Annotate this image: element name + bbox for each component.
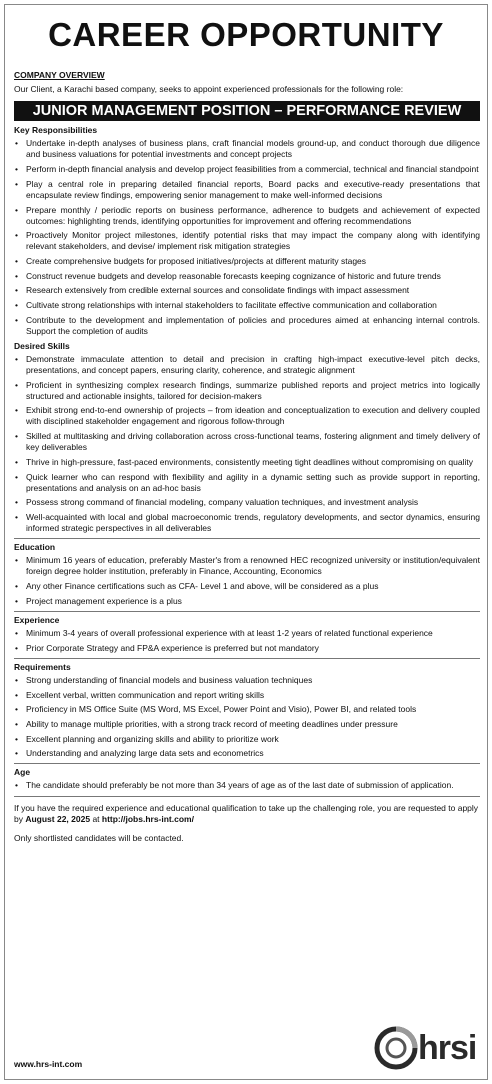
- divider: [14, 796, 480, 797]
- list-item: [14, 581, 480, 592]
- list-item: [14, 719, 480, 730]
- list-item-text: Quick learner who can respond with flexibility and agility in a dynamic setting such as provide support in reporting, presentations and analysis on an ad-hoc basis: [26, 471, 480, 493]
- list-item-text: Cultivate strong relationships with internal stakeholders to facilitate effective communication and collaboration: [26, 300, 437, 311]
- list-item: [14, 675, 480, 686]
- bullet-icon: •: [15, 627, 18, 638]
- list-item: [14, 285, 480, 296]
- overview-text: Our Client, a Karachi based company, seeks to appoint experienced professionals for the following role:: [14, 84, 404, 95]
- list-item: [14, 315, 480, 337]
- list-item-text: Prepare monthly / periodic reports on business performance, adherence to budgets and achievement of expected outcomes: highlighting trends, identifying opportunities for improvement and offering recommendations: [26, 204, 480, 226]
- list-item: [14, 380, 480, 402]
- overview-heading: COMPANY OVERVIEW: [14, 70, 105, 80]
- bullet-icon: •: [15, 230, 18, 241]
- list-item-text: Well-acquainted with local and global macroeconomic trends, regulatory developments, and sector dynamics, ensuring informed strategic perspectives in all deliverables: [26, 512, 480, 534]
- list-item-text: Ability to manage multiple priorities, with a strong track record of meeting deadlines under pressure: [26, 718, 398, 729]
- divider: [14, 763, 480, 764]
- experience-list: [14, 628, 480, 654]
- list-item-text: Possess strong command of financial modeling, company valuation techniques, and investment analysis: [26, 497, 419, 508]
- list-item-text: Excellent planning and organizing skills and ability to prioritize work: [26, 733, 279, 744]
- experience-heading: Experience: [14, 614, 60, 625]
- bullet-icon: •: [15, 780, 18, 791]
- hrsi-logo: [374, 1026, 484, 1074]
- list-item: [14, 300, 480, 311]
- website-link[interactable]: www.hrs-int.com: [14, 1059, 83, 1069]
- bullet-icon: •: [15, 674, 18, 685]
- list-item-text: Excellent verbal, written communication and report writing skills: [26, 689, 265, 700]
- responsibilities-list: [14, 138, 480, 337]
- bullet-icon: •: [15, 178, 18, 189]
- list-item: [14, 734, 480, 745]
- list-item: [14, 164, 480, 175]
- list-item: [14, 271, 480, 282]
- apply-text: If you have the required experience and educational qualification to take up the challenging role, you are requested to apply by: [14, 802, 479, 824]
- list-item: [14, 780, 480, 791]
- list-item-text: Project management experience is a plus: [26, 595, 182, 606]
- bullet-icon: •: [15, 353, 18, 364]
- list-item-text: Demonstrate immaculate attention to detail and precision in crafting high-impact executive-level pitch decks, presentations, and concept papers, ensuring clarity, coherence, and strategic alignment: [26, 353, 480, 375]
- apply-at: at: [90, 813, 102, 824]
- bullet-icon: •: [15, 689, 18, 700]
- age-heading: Age: [14, 767, 31, 778]
- bullet-icon: •: [15, 270, 18, 281]
- list-item-text: Exhibit strong end-to-end ownership of projects – from ideation and conceptualization to execution and delivery coupled with disciplined stakeholder engagement and rigorous follow-through: [26, 405, 480, 427]
- bullet-icon: •: [15, 405, 18, 416]
- list-item: [14, 457, 480, 468]
- list-item: [14, 230, 480, 252]
- closing-section: [14, 803, 480, 844]
- bullet-icon: •: [15, 512, 18, 522]
- bullet-icon: •: [15, 748, 18, 759]
- list-item-text: The candidate should preferably be not more than 34 years of age as of the last date of submission of application.: [26, 780, 454, 791]
- list-item-text: Prior Corporate Strategy and FP&A experience is preferred but not mandatory: [26, 642, 319, 653]
- education-list: [14, 555, 480, 607]
- list-item: [14, 179, 480, 201]
- list-item-text: Proactively Monitor project milestones, identify potential risks that may impact the company along with identifying relevant stakeholders, and devise/ implement risk mitigation strategies: [26, 230, 480, 252]
- requirements-list: [14, 675, 480, 760]
- apply-deadline: August 22, 2025: [25, 813, 91, 824]
- bullet-icon: •: [15, 164, 18, 175]
- list-item-text: Contribute to the development and implementation of policies and procedures aimed at enhancing internal controls. Support the completion of audits: [26, 314, 480, 336]
- bullet-icon: •: [15, 555, 18, 566]
- bullet-icon: •: [15, 718, 18, 729]
- bullet-icon: •: [15, 497, 18, 508]
- apply-instructions: [14, 803, 480, 825]
- bullet-icon: •: [15, 642, 18, 653]
- list-item-text: Play a central role in preparing detailed financial reports, Board packs and executive-ready presentations that encapsulate review findings, empowering senior management to make well-informed decisions: [26, 178, 480, 200]
- bullet-icon: •: [15, 431, 18, 442]
- list-item: [14, 138, 480, 160]
- list-item: [14, 405, 480, 427]
- list-item: [14, 628, 480, 639]
- list-item-text: Skilled at multitasking and driving collaboration across cross-functional teams, fostering alignment and timely delivery of key deliverables: [26, 431, 480, 453]
- list-item-text: Undertake in-depth analyses of business plans, craft financial models ground-up, and conduct thorough due diligence and business valuations for potential investments and concept projects: [26, 138, 480, 160]
- bullet-icon: •: [15, 138, 18, 149]
- list-item-text: Strong understanding of financial models and business valuation techniques: [26, 674, 313, 685]
- skills-list: [14, 354, 480, 534]
- list-item-text: Thrive in high-pressure, fast-paced environments, consistently meeting tight deadlines without compromising on quality: [26, 456, 473, 467]
- bullet-icon: •: [15, 256, 18, 267]
- list-item: [14, 497, 480, 508]
- list-item: [14, 555, 480, 577]
- list-item: [14, 643, 480, 654]
- list-item: [14, 748, 480, 759]
- list-item-text: Construct revenue budgets and develop reasonable forecasts keeping cognizance of historic and future trends: [26, 270, 441, 281]
- divider: [14, 538, 480, 539]
- list-item-text: Proficiency in MS Office Suite (MS Word, MS Excel, Power Point and Visio), Power BI, and related tools: [26, 704, 417, 715]
- bullet-icon: •: [15, 581, 18, 592]
- divider: [14, 658, 480, 659]
- job-ad-body: [14, 70, 480, 852]
- list-item-text: Perform in-depth financial analysis and develop project feasibilities from a commercial, technical and financial standpoint: [26, 164, 479, 175]
- list-item: [14, 596, 480, 607]
- list-item: [14, 354, 480, 376]
- list-item: [14, 704, 480, 715]
- list-item-text: Proficient in synthesizing complex research findings, summarize published reports and project metrics into logically structured and actionable insights, tailored for decision-makers: [26, 379, 480, 401]
- list-item-text: Minimum 16 years of education, preferably Master's from a renowned HEC recognized university or institution/equivalent foreign degree holder institution, preferably in Finance, Accounting, Economics: [26, 555, 480, 577]
- bullet-icon: •: [15, 471, 18, 482]
- list-item-text: Understanding and analyzing large data sets and econometrics: [26, 748, 264, 759]
- list-item-text: Create comprehensive budgets for proposed initiatives/projects at different maturity stages: [26, 256, 367, 267]
- list-item-text: Minimum 3-4 years of overall professional experience with at least 1-2 years of related functional experience: [26, 627, 433, 638]
- education-heading: Education: [14, 542, 56, 553]
- bullet-icon: •: [15, 456, 18, 467]
- bullet-icon: •: [15, 314, 18, 325]
- list-item-text: Any other Finance certifications such as CFA- Level 1 and above, will be considered as a plus: [26, 581, 379, 592]
- bullet-icon: •: [15, 285, 18, 296]
- bullet-icon: •: [15, 595, 18, 606]
- logo-mark-icon: [374, 1026, 418, 1070]
- list-item-text: Research extensively from credible external sources and consolidate findings with impact assessment: [26, 285, 410, 296]
- skills-heading: Desired Skills: [14, 340, 70, 351]
- list-item: [14, 431, 480, 453]
- bullet-icon: •: [15, 204, 18, 215]
- list-item: [14, 690, 480, 701]
- position-banner: JUNIOR MANAGEMENT POSITION – PERFORMANCE REVIEW: [14, 101, 480, 121]
- bullet-icon: •: [15, 300, 18, 311]
- bullet-icon: •: [15, 733, 18, 744]
- list-item: [14, 512, 480, 534]
- page-title: CAREER OPPORTUNITY: [48, 16, 444, 53]
- logo-text: hrsi: [418, 1029, 477, 1067]
- responsibilities-heading: Key Responsibilities: [14, 125, 98, 136]
- requirements-heading: Requirements: [14, 661, 71, 672]
- list-item: [14, 256, 480, 267]
- bullet-icon: •: [15, 704, 18, 715]
- bullet-icon: •: [15, 379, 18, 390]
- age-list: [14, 780, 480, 791]
- apply-link[interactable]: http://jobs.hrs-int.com/: [101, 813, 194, 824]
- list-item: [14, 472, 480, 494]
- shortlist-note: Only shortlisted candidates will be contacted.: [14, 832, 184, 843]
- list-item: [14, 205, 480, 227]
- divider: [14, 611, 480, 612]
